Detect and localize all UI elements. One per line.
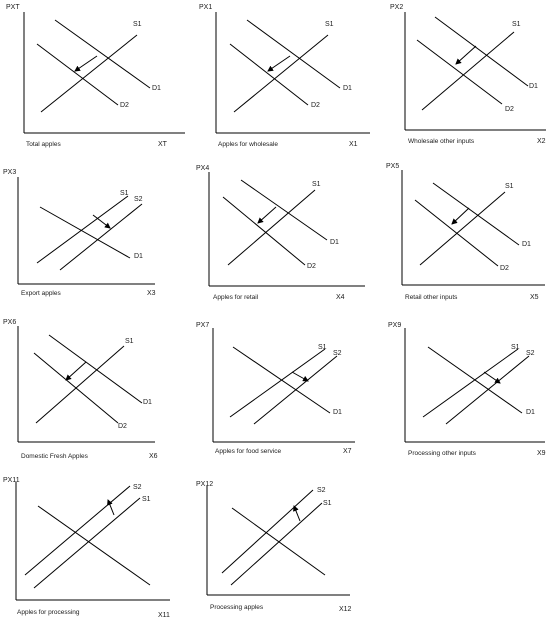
- curve-label: D2: [307, 263, 316, 270]
- x-axis-label: X2: [537, 138, 546, 145]
- curve-label: S1: [323, 500, 332, 507]
- diagram-panel-x4: [196, 165, 365, 301]
- panel-caption: Apples for food service: [215, 448, 282, 455]
- curve-label: D2: [311, 102, 320, 109]
- curve-label: S1: [312, 181, 321, 188]
- panel-caption: Processing apples: [210, 604, 264, 611]
- y-axis-label: PX1: [199, 4, 213, 11]
- y-axis-label: PX12: [196, 481, 214, 488]
- curve-line: [222, 490, 313, 573]
- y-axis-label: PX5: [386, 163, 400, 170]
- x-axis-label: X3: [147, 290, 156, 297]
- curve-line: [34, 498, 140, 588]
- curve-label: S2: [134, 196, 143, 203]
- curve-line: [231, 503, 322, 585]
- curve-line: [234, 35, 328, 112]
- x-axis-label: XT: [158, 141, 167, 148]
- curve-line: [38, 506, 150, 585]
- curve-label: D2: [120, 102, 129, 109]
- curve-label: S1: [120, 190, 129, 197]
- curve-line: [37, 196, 128, 263]
- curve-label: S1: [125, 338, 134, 345]
- curve-line: [422, 32, 514, 110]
- panel-caption: Total apples: [26, 141, 61, 148]
- curve-label: S1: [318, 344, 327, 351]
- shift-arrow: [292, 372, 308, 381]
- diagram-panel-x6: [3, 319, 158, 460]
- x-axis-label: X12: [339, 606, 352, 613]
- curve-label: D1: [333, 409, 342, 416]
- curve-line: [230, 44, 308, 105]
- curve-line: [247, 20, 340, 88]
- shift-arrow: [93, 215, 110, 228]
- curve-line: [241, 180, 327, 240]
- curve-label: D1: [134, 253, 143, 260]
- curve-line: [55, 20, 150, 88]
- shift-arrow: [258, 207, 276, 223]
- curve-label: S2: [333, 350, 342, 357]
- panel-caption: Processing other inputs: [408, 450, 476, 457]
- curve-label: D1: [526, 409, 535, 416]
- y-axis-label: PX7: [196, 322, 210, 329]
- diagram-panel-x3: [3, 169, 156, 297]
- x-axis-label: X4: [336, 294, 345, 301]
- x-axis-label: X1: [349, 141, 358, 148]
- diagram-panel-x11: [3, 477, 170, 619]
- curve-line: [49, 335, 142, 403]
- y-axis-label: PX4: [196, 165, 210, 172]
- curve-label: S1: [505, 183, 514, 190]
- y-axis-label: PX2: [390, 4, 404, 11]
- diagram-panel-x7: [196, 322, 355, 455]
- x-axis-label: X5: [530, 294, 539, 301]
- curve-line: [223, 197, 305, 265]
- shift-arrow: [484, 372, 500, 383]
- curve-line: [232, 508, 325, 575]
- curve-label: D2: [505, 106, 514, 113]
- curve-label: D1: [343, 85, 352, 92]
- curve-label: D1: [143, 399, 152, 406]
- curve-label: S2: [526, 350, 535, 357]
- curve-line: [230, 349, 325, 417]
- panel-caption: Retail other inputs: [405, 294, 458, 301]
- panel-caption: Apples for processing: [17, 609, 80, 616]
- curve-line: [37, 44, 118, 105]
- curve-label: S1: [512, 21, 521, 28]
- curve-line: [34, 353, 118, 423]
- shift-arrow: [75, 56, 97, 71]
- curve-label: D1: [522, 241, 531, 248]
- y-axis-label: PX9: [388, 322, 402, 329]
- panel-caption: Apples for wholesale: [218, 141, 278, 148]
- curve-label: S2: [317, 487, 326, 494]
- curve-line: [417, 40, 502, 104]
- shift-arrow: [294, 506, 300, 521]
- diagram-panel-xt: [6, 4, 185, 148]
- curve-line: [41, 35, 137, 112]
- curve-label: D1: [152, 85, 161, 92]
- curve-line: [415, 200, 498, 266]
- curve-label: D1: [330, 239, 339, 246]
- y-axis-label: PX3: [3, 169, 17, 176]
- curve-label: D2: [118, 423, 127, 430]
- curve-label: S1: [325, 21, 334, 28]
- diagram-panel-x5: [386, 163, 545, 301]
- shift-arrow: [456, 46, 476, 64]
- curve-label: D2: [500, 265, 509, 272]
- curve-line: [420, 192, 505, 265]
- panel-caption: Wholesale other inputs: [408, 138, 475, 145]
- diagram-panel-x2: [390, 4, 546, 145]
- x-axis-label: X7: [343, 448, 352, 455]
- curve-line: [433, 183, 519, 245]
- diagram-panel-x1: [199, 4, 370, 148]
- panel-caption: Domestic Fresh Apples: [21, 453, 88, 460]
- x-axis-label: X11: [158, 612, 170, 619]
- curve-label: S1: [133, 21, 142, 28]
- curve-label: S1: [142, 496, 151, 503]
- curve-line: [446, 356, 529, 424]
- panel-caption: Export apples: [21, 290, 61, 297]
- y-axis-label: PX6: [3, 319, 17, 326]
- curve-label: D1: [529, 83, 538, 90]
- y-axis-label: PX11: [3, 477, 20, 484]
- curve-label: S2: [133, 484, 142, 491]
- curve-line: [423, 349, 518, 417]
- diagram-panel-x12: [196, 481, 352, 613]
- curve-line: [233, 347, 330, 413]
- curve-label: S1: [511, 344, 520, 351]
- curve-line: [25, 486, 130, 575]
- x-axis-label: X6: [149, 453, 158, 460]
- y-axis-label: PXT: [6, 4, 20, 11]
- x-axis-label: X9: [537, 450, 546, 457]
- shift-arrow: [452, 208, 469, 224]
- panel-caption: Apples for retail: [213, 294, 259, 301]
- shift-arrow: [66, 362, 86, 380]
- diagram-panel-x9: [388, 322, 546, 457]
